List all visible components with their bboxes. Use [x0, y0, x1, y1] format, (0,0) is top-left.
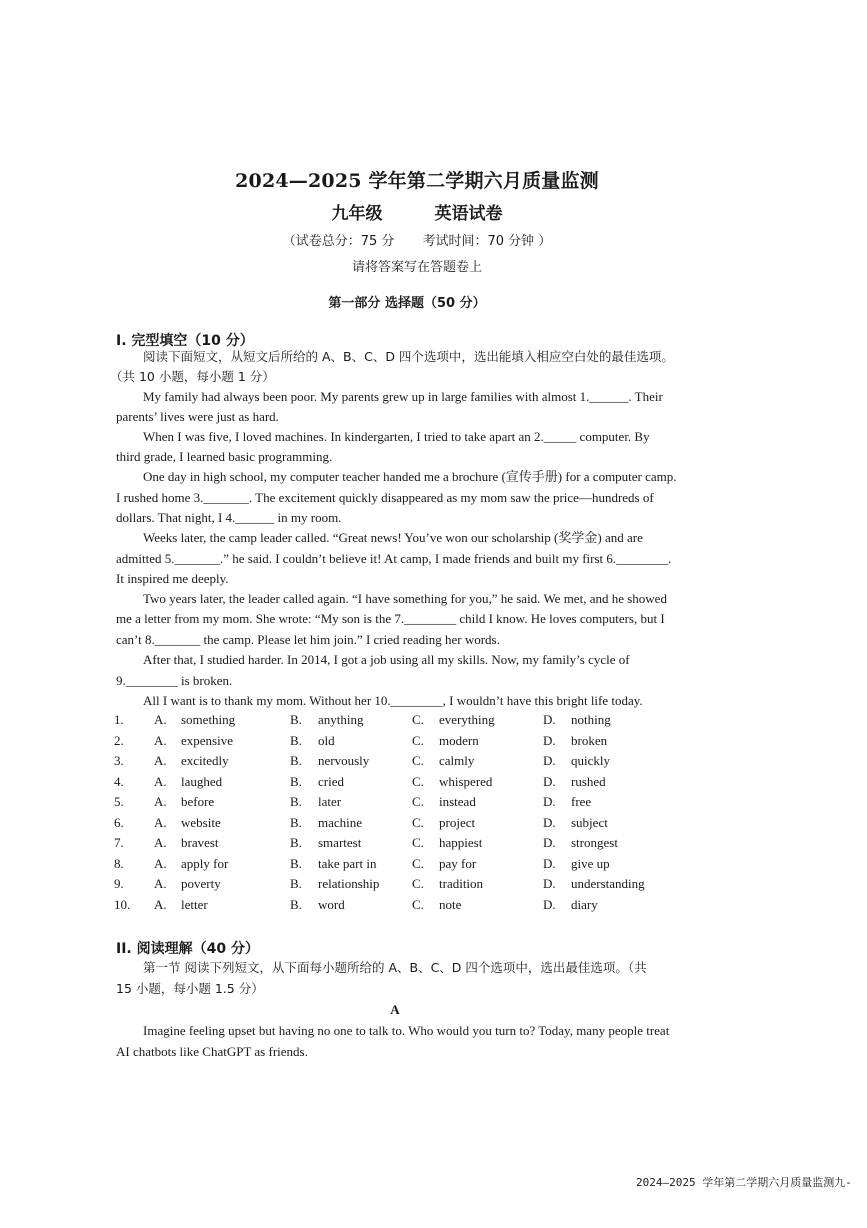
option-letter-c: C. [412, 773, 424, 789]
exam-title: 2024—2025 学年第二学期六月质量监测 [235, 170, 599, 192]
option-letter-b: B. [290, 712, 302, 727]
option-letter-c: C. [412, 732, 424, 748]
option-c: modern [439, 732, 479, 748]
passage-line: Weeks later, the camp leader called. “Great news! You’ve won our scholarship (奖学金) and are [143, 530, 643, 545]
option-d: broken [571, 732, 608, 748]
passage-line: After that, I studied harder. In 2014, I got a job using all my skills. Now, my family’s cycle of [143, 652, 630, 667]
question-number: 6. [114, 814, 124, 830]
passage-line: All I want is to thank my mom. Without her 10.________, I wouldn’t have this bright life today. [143, 693, 643, 708]
option-letter-b: B. [290, 753, 302, 768]
option-letter-b: B. [290, 876, 302, 891]
option-a: bravest [181, 835, 219, 850]
option-b: smartest [318, 835, 362, 850]
option-c: happiest [439, 835, 483, 850]
passage-line: Two years later, the leader called again. “I have something for you,” he said. We met, and he showed [143, 591, 667, 606]
option-letter-d: D. [543, 773, 556, 789]
option-d: free [571, 794, 592, 809]
option-c: everything [439, 712, 495, 727]
option-letter-a: A. [154, 814, 167, 830]
section2-directions-line: 15 小题，每小题 1.5 分） [116, 981, 264, 996]
option-letter-d: D. [543, 896, 556, 912]
option-a: laughed [181, 773, 223, 789]
option-a: excitedly [181, 753, 229, 768]
option-row [114, 794, 734, 812]
option-letter-a: A. [154, 773, 167, 789]
option-letter-a: A. [154, 876, 167, 891]
question-number: 4. [114, 773, 124, 789]
option-a: website [181, 814, 221, 830]
option-a: letter [181, 896, 208, 912]
option-row [114, 753, 734, 771]
grade-label: 九年级 [331, 204, 383, 224]
option-b: relationship [318, 876, 380, 891]
option-a: before [181, 794, 215, 809]
option-letter-d: D. [543, 712, 556, 727]
option-letter-b: B. [290, 814, 302, 830]
option-row [114, 835, 734, 853]
option-letter-a: A. [154, 712, 167, 727]
option-c: pay for [439, 855, 477, 871]
option-letter-c: C. [412, 835, 424, 850]
passage-line: dollars. That night, I 4.______ in my room. [116, 510, 342, 525]
option-b: word [318, 896, 345, 912]
option-row [114, 856, 734, 874]
option-b: cried [318, 773, 344, 789]
option-letter-b: B. [290, 855, 302, 871]
question-number: 1. [114, 712, 124, 727]
question-number: 2. [114, 732, 124, 748]
question-number: 7. [114, 835, 124, 850]
option-d: subject [571, 814, 608, 830]
option-d: quickly [571, 753, 610, 768]
option-letter-c: C. [412, 712, 424, 727]
passage-line: AI chatbots like ChatGPT as friends. [116, 1044, 308, 1059]
passage-line: parents’ lives were just as hard. [116, 409, 279, 424]
option-row [114, 774, 734, 792]
passage-line: When I was five, I loved machines. In kindergarten, I tried to take apart an 2._____ computer. By [143, 429, 650, 444]
option-letter-b: B. [290, 835, 302, 850]
option-d: diary [571, 896, 598, 912]
question-number: 9. [114, 876, 124, 891]
option-letter-c: C. [412, 794, 424, 809]
part1-heading: 第一部分 选择题（50 分） [328, 296, 486, 311]
passage-line: Imagine feeling upset but having no one to talk to. Who would you turn to? Today, many people treat [143, 1023, 670, 1038]
option-b: take part in [318, 855, 377, 871]
total-score: （试卷总分：75 分 [282, 234, 395, 249]
option-letter-a: A. [154, 896, 167, 912]
option-letter-c: C. [412, 753, 424, 768]
section1-heading: I. 完型填空（10 分） [116, 333, 254, 349]
option-row [114, 733, 734, 751]
option-row [114, 712, 734, 730]
option-letter-b: B. [290, 896, 302, 912]
option-a: apply for [181, 855, 229, 871]
answer-instruction: 请将答案写在答题卷上 [351, 260, 482, 275]
option-d: understanding [571, 876, 645, 891]
option-a: poverty [181, 876, 221, 891]
option-letter-c: C. [412, 896, 424, 912]
option-c: whispered [439, 773, 493, 789]
option-letter-d: D. [543, 835, 556, 850]
option-a: expensive [181, 732, 233, 748]
option-c: calmly [439, 753, 475, 768]
option-d: give up [571, 855, 610, 871]
passage-label: A [390, 1002, 400, 1017]
option-c: tradition [439, 876, 484, 891]
subject-label: 英语试卷 [434, 204, 503, 224]
option-letter-a: A. [154, 835, 167, 850]
section2-heading: II. 阅读理解（40 分） [116, 941, 259, 957]
passage-line: can’t 8._______ the camp. Please let him join.” I cried reading her words. [116, 632, 500, 647]
option-b: old [318, 732, 335, 748]
option-b: later [318, 794, 342, 809]
passage-line: It inspired me deeply. [116, 571, 229, 586]
option-b: nervously [318, 753, 370, 768]
option-letter-a: A. [154, 855, 167, 871]
option-a: something [181, 712, 236, 727]
option-letter-d: D. [543, 732, 556, 748]
option-d: nothing [571, 712, 611, 727]
option-row [114, 897, 734, 915]
passage-line: I rushed home 3._______. The excitement quickly disappeared as my mom saw the price—hundreds of [116, 490, 654, 505]
option-letter-a: A. [154, 732, 167, 748]
option-d: rushed [571, 773, 606, 789]
option-c: note [439, 896, 462, 912]
option-b: machine [318, 814, 363, 830]
section2-directions-line: 第一节 阅读下列短文，从下面每小题所给的 A、B、C、D 四个选项中，选出最佳选项。（共 [143, 960, 647, 975]
option-letter-a: A. [154, 753, 167, 768]
option-letter-b: B. [290, 794, 302, 809]
page-footer: 2024—2025 学年第二学期六月质量监测九- [636, 1176, 852, 1189]
passage-line: admitted 5._______.” he said. I couldn’t believe it! At camp, I made friends and built my first 6.________. [116, 551, 672, 566]
option-letter-b: B. [290, 732, 302, 748]
option-letter-a: A. [154, 794, 167, 809]
option-letter-d: D. [543, 814, 556, 830]
exam-time: 考试时间：70 分钟 ） [422, 234, 552, 249]
section1-directions-line: （共 10 小题，每小题 1 分） [110, 369, 275, 384]
option-b: anything [318, 712, 364, 727]
passage-line: 9.________ is broken. [116, 673, 233, 688]
option-c: project [439, 814, 476, 830]
passage-line: me a letter from my mom. She wrote: “My son is the 7.________ child I know. He loves computers, but I [116, 611, 665, 626]
question-number: 10. [114, 896, 131, 912]
passage-line: third grade, I learned basic programming. [116, 449, 333, 464]
option-row [114, 876, 734, 894]
question-number: 8. [114, 855, 124, 871]
option-letter-d: D. [543, 753, 556, 768]
option-letter-c: C. [412, 876, 424, 891]
exam-info [0, 230, 834, 249]
passage-line: One day in high school, my computer teacher handed me a brochure (宣传手册) for a computer camp. [143, 469, 677, 484]
option-c: instead [439, 794, 476, 809]
option-letter-d: D. [543, 855, 556, 871]
question-number: 3. [114, 753, 124, 768]
passage-line: My family had always been poor. My parents grew up in large families with almost 1.______. Their [143, 389, 663, 404]
option-letter-d: D. [543, 876, 556, 891]
option-letter-c: C. [412, 814, 424, 830]
option-row [114, 815, 734, 833]
exam-subtitle [0, 199, 834, 224]
question-number: 5. [114, 794, 124, 809]
option-d: strongest [571, 835, 618, 850]
option-letter-c: C. [412, 855, 424, 871]
section1-directions-line: 阅读下面短文，从短文后所给的 A、B、C、D 四个选项中，选出能填入相应空白处的最佳选项。 [143, 349, 674, 364]
option-letter-d: D. [543, 794, 556, 809]
option-letter-b: B. [290, 773, 302, 789]
